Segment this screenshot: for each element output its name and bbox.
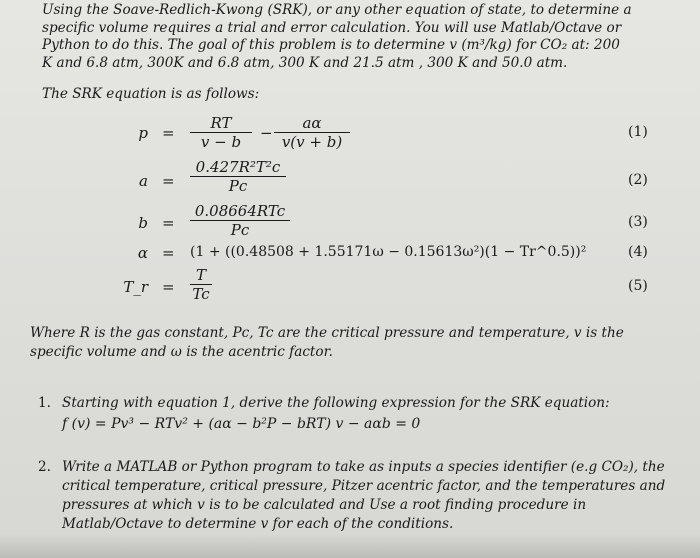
- eq2-number: (2): [628, 172, 648, 188]
- eq1-frac2-num: aα: [274, 114, 350, 133]
- problem-paragraph: [42, 2, 662, 72]
- para-line: Using the Soave-Redlich-Kwong (SRK), or any other equation of state, to determine a: [42, 2, 632, 18]
- para-line: specific volume requires a trial and error calculation. You will use Matlab/Octave or: [42, 19, 622, 36]
- eq3-number: (3): [628, 214, 648, 230]
- eq4-rhs: (1 + ((0.48508 + 1.55171ω − 0.15613ω²)(1 − Tr^0.5))²: [190, 244, 587, 260]
- list-marker: 1.: [38, 395, 51, 411]
- eq1-frac2-den: v(v + b): [281, 133, 343, 151]
- eq3-frac: [190, 202, 290, 239]
- list-item-2: [38, 458, 668, 534]
- eq2-num: 0.427R²T²c: [190, 158, 286, 177]
- eq5-den: Tc: [192, 285, 210, 303]
- eq2-den: Pc: [228, 177, 248, 195]
- eq2-lhs: a: [139, 172, 148, 190]
- eq1-frac1-den: v − b: [200, 133, 242, 151]
- eq1-lhs: p: [138, 124, 148, 142]
- eq1-equals: =: [162, 124, 175, 142]
- eq1-frac1-num: RT: [190, 114, 252, 133]
- eq5-equals: =: [162, 278, 175, 296]
- equation-1: [0, 114, 700, 151]
- where-paragraph: Where R is the gas constant, Pc, Tc are the critical pressure and temperature, v is the specific volume and ω is the acentric factor.: [30, 325, 624, 360]
- srk-cubic-expression: f (v) = Pv³ − RTv² + (aα − b²P − bRT) v − aαb = 0: [62, 416, 421, 432]
- eq2-equals: =: [162, 172, 175, 190]
- eq5-lhs: T_r: [123, 278, 148, 296]
- list-item-text: Write a MATLAB or Python program to take as inputs a species identifier (e.g CO₂), the critical temperature, critical pressure, Pitzer acentric factor, and the temperatures and pressures at which v is to be calculated and Use a root finding procedure in Matlab/Octave to determine v for each of the conditions.: [62, 459, 666, 532]
- intro-line: The SRK equation is as follows:: [42, 86, 260, 102]
- eq4-lhs: α: [137, 244, 148, 262]
- eq2-frac: [190, 158, 286, 195]
- eq1-frac-1: [190, 114, 252, 151]
- eq1-number: (1): [628, 124, 648, 140]
- equation-3: [0, 202, 700, 239]
- eq1-minus: −: [260, 124, 273, 142]
- eq3-num: 0.08664RTc: [190, 202, 290, 221]
- list-item-text: Starting with equation 1, derive the following expression for the SRK equation:: [62, 395, 610, 411]
- list-marker: 2.: [38, 459, 51, 475]
- photo-shadow: [0, 534, 700, 558]
- eq3-den: Pc: [230, 221, 250, 239]
- eq5-num: T: [190, 266, 212, 285]
- para-line: K and 6.8 atm, 300K and 6.8 atm, 300 K and 21.5 atm , 300 K and 50.0 atm.: [42, 54, 568, 71]
- equation-2: [0, 158, 700, 195]
- eq4-equals: =: [162, 244, 175, 262]
- eq3-equals: =: [162, 214, 175, 232]
- equation-5: [0, 266, 700, 303]
- eq1-frac-2: [274, 114, 350, 151]
- list-item-1: [38, 394, 668, 434]
- para-line: Python to do this. The goal of this problem is to determine v (m³/kg) for CO₂ at: 200: [42, 37, 620, 54]
- eq5-number: (5): [628, 278, 648, 294]
- eq4-number: (4): [628, 244, 648, 260]
- eq3-lhs: b: [138, 214, 148, 232]
- eq5-frac: [190, 266, 212, 303]
